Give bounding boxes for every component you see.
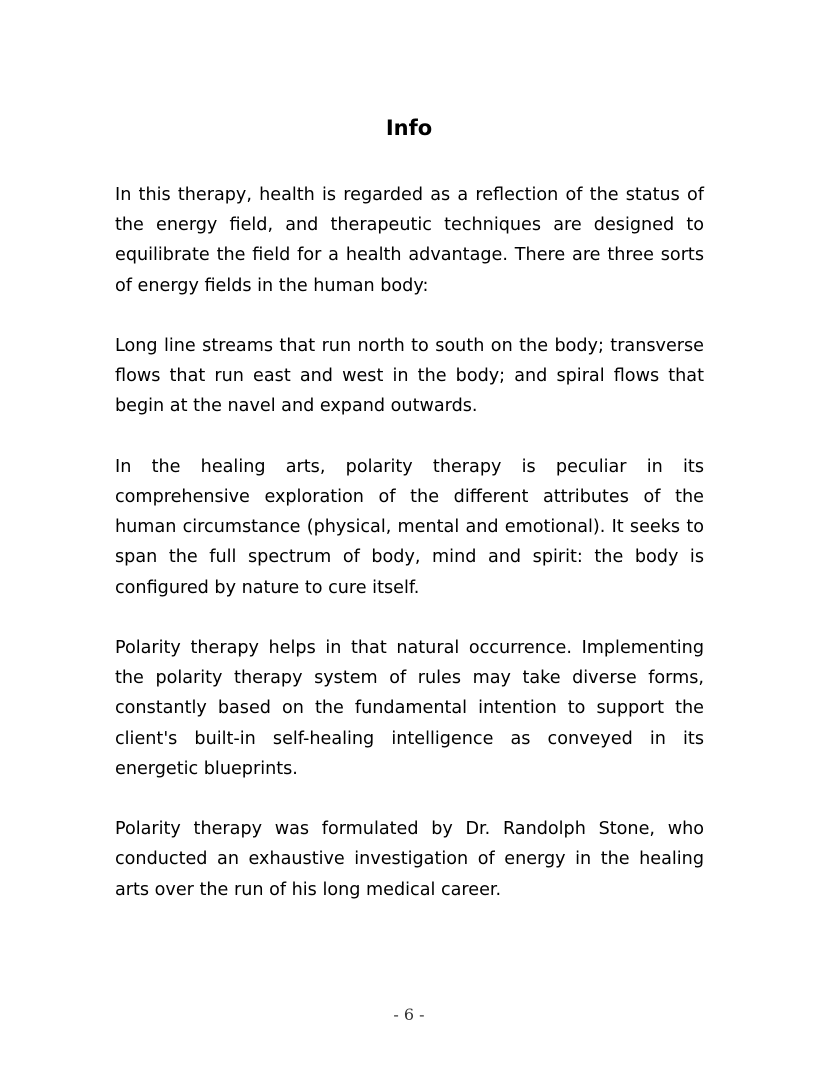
body-text bbox=[115, 180, 704, 905]
paragraph-natural-occurrence: Polarity therapy helps in that natural occurrence. Implementing the polarity therapy system of rules may take diverse forms, constantly based on the fundamental intention to support the client's built-in self-healing intelligence as conveyed in its energetic blueprints. bbox=[115, 638, 704, 779]
page-title: Info bbox=[385, 116, 433, 140]
paragraph-healing-arts: In the healing arts, polarity therapy is peculiar in its comprehensive exploration of the different attributes of the human circumstance (physical, mental and emotional). It seeks to span the full spectrum of body, mind and spirit: the body is configured by nature to cure itself. bbox=[115, 456, 704, 598]
paragraph-energy-fields: In this therapy, health is regarded as a reflection of the status of the energy field, and therapeutic techniques are designed to equilibrate the field for a health advantage. There are three sorts of energy fields in the human body: bbox=[115, 185, 704, 296]
paragraph-randolph-stone: Polarity therapy was formulated by Dr. Randolph Stone, who conducted an exhaustive investigation of energy in the healing arts over the run of his long medical career. bbox=[115, 819, 704, 900]
page-number: - 6 - bbox=[393, 1005, 425, 1024]
paragraph-streams-flows: Long line streams that run north to south on the body; transverse flows that run east and west in the body; and spiral flows that begin at the navel and expand outwards. bbox=[115, 336, 704, 417]
